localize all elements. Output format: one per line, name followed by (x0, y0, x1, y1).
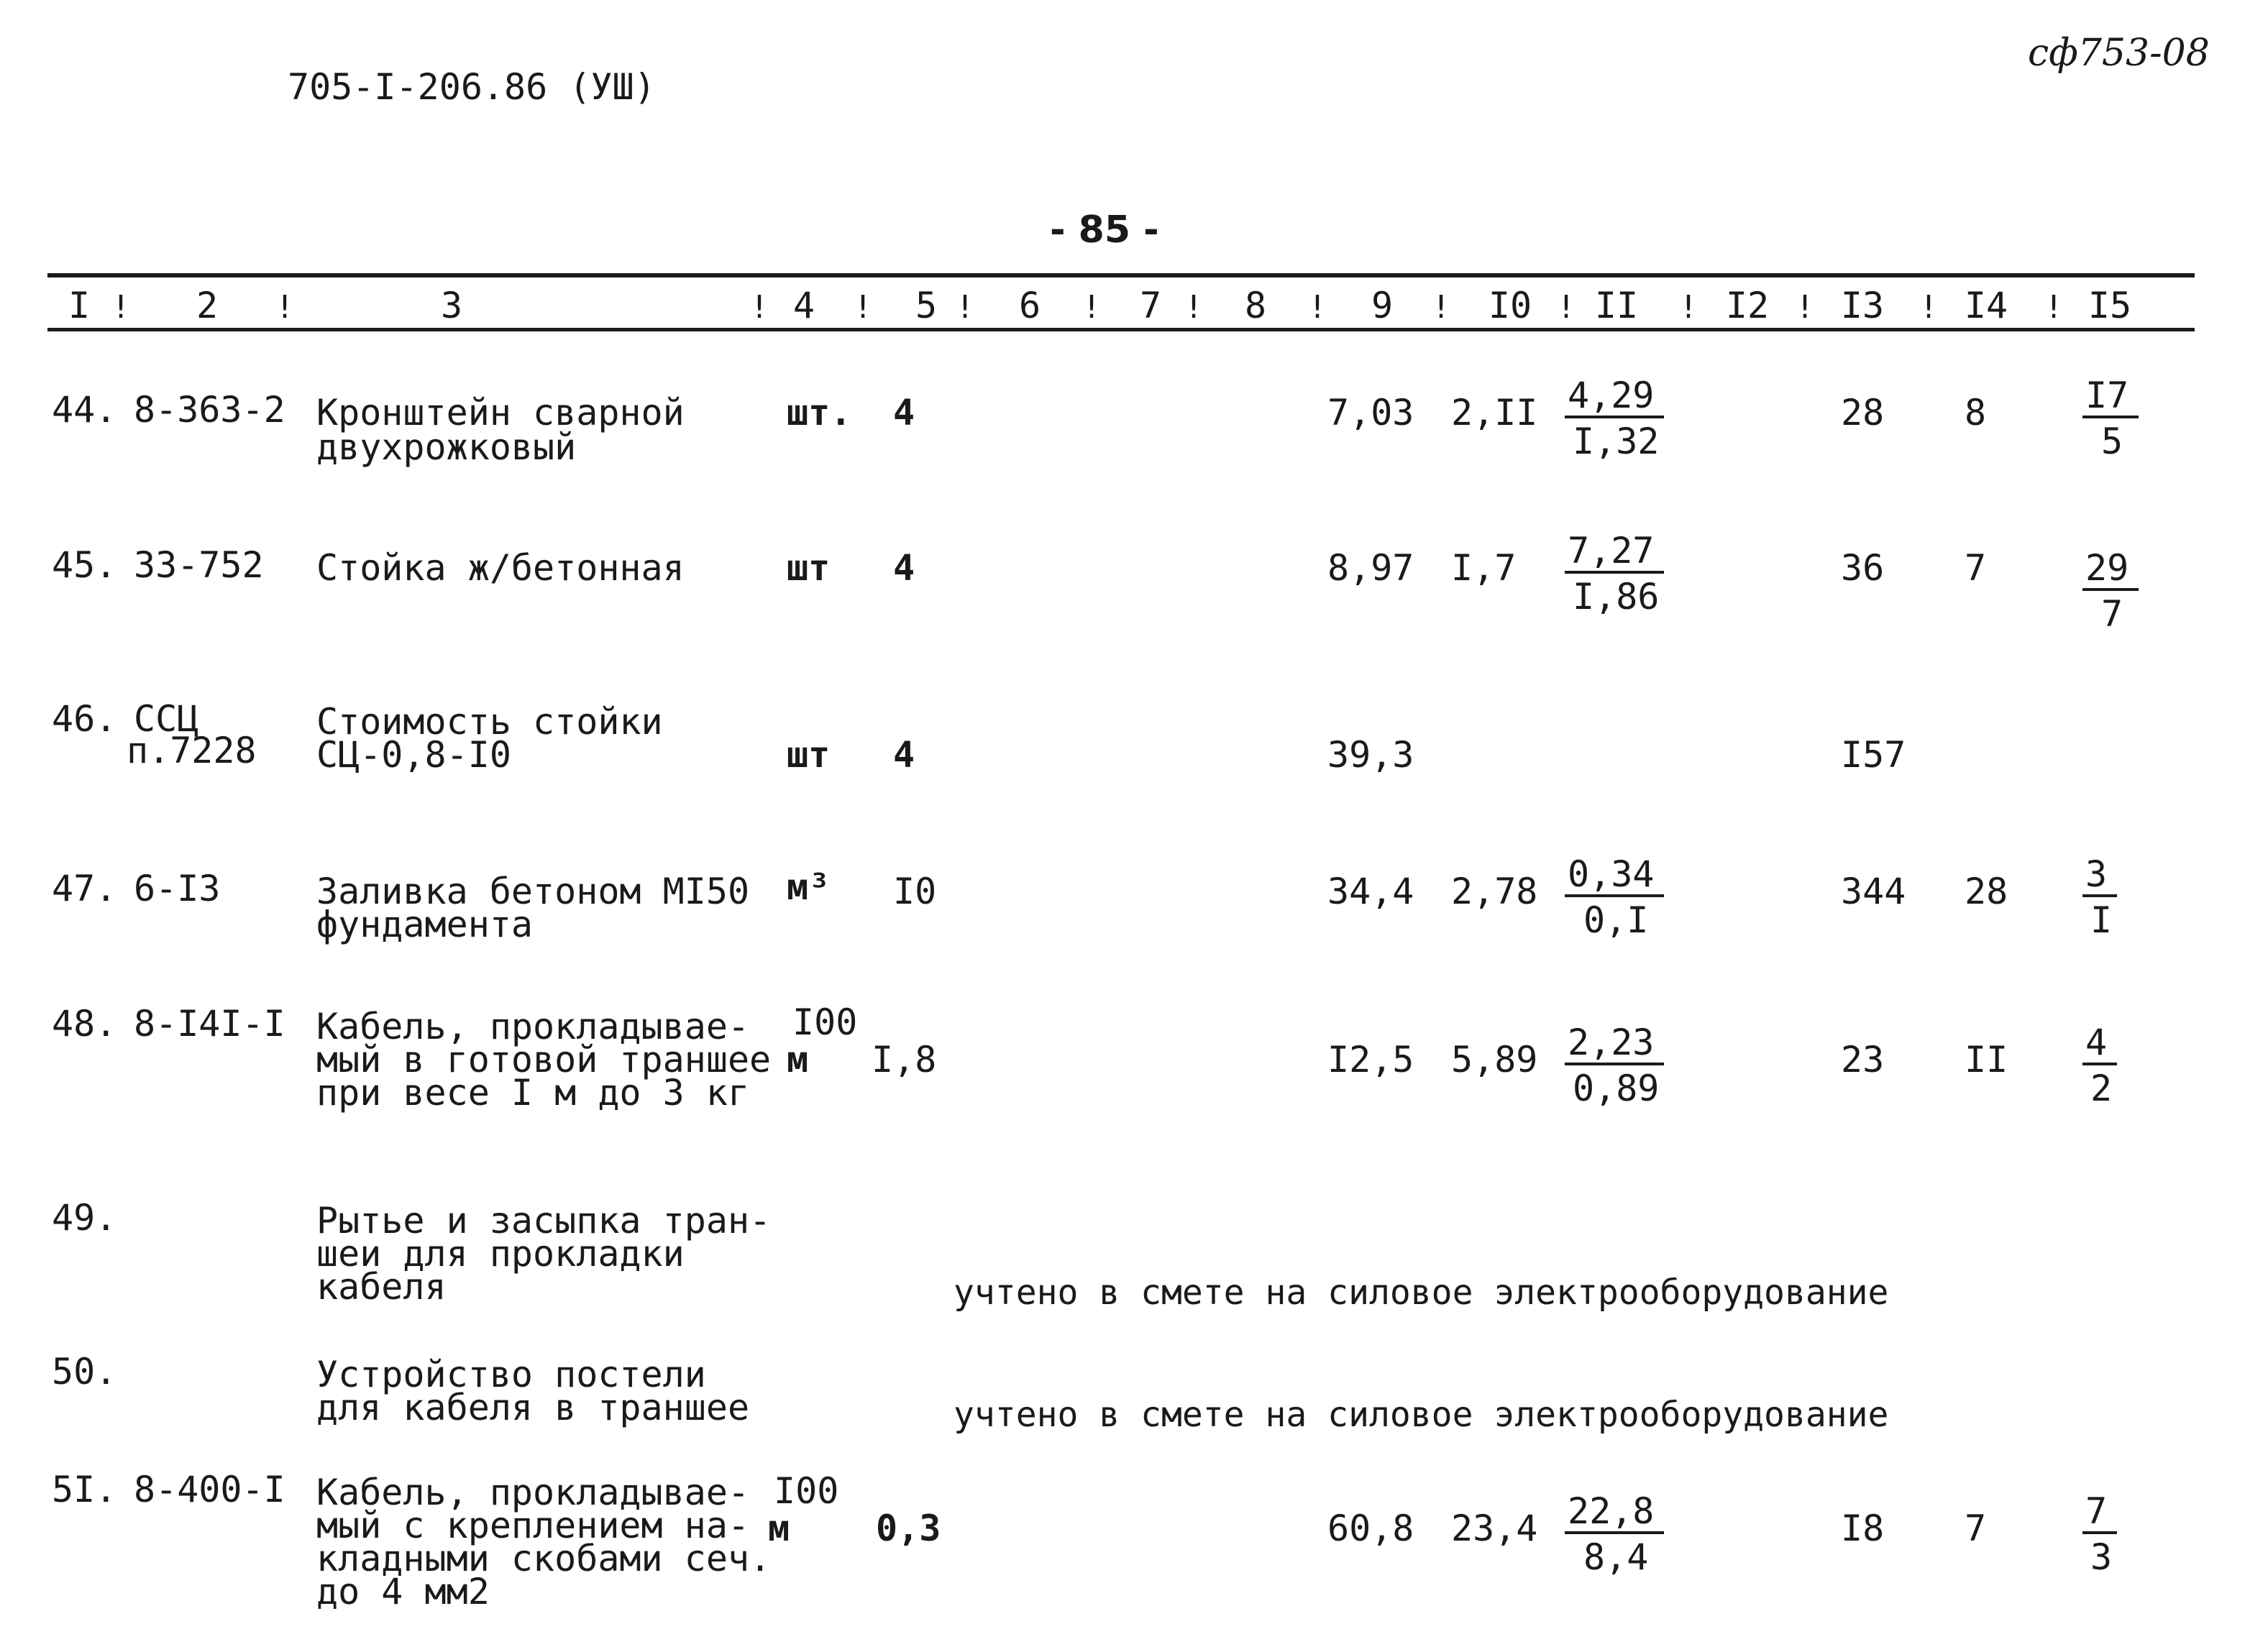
row-col9: I2,5 (1327, 1039, 1414, 1081)
row-unit: шт (787, 734, 831, 776)
column-separator: ! (1431, 289, 1451, 326)
column-separator: ! (749, 289, 769, 326)
row-col10: 5,89 (1451, 1039, 1538, 1081)
row-col14: 7 (1965, 1508, 1987, 1549)
fraction-denominator: 7 (2101, 593, 2123, 635)
row-col14: II (1965, 1039, 2008, 1081)
page-number: - 85 - (1050, 208, 1159, 252)
fraction-numerator: 7,27 (1565, 532, 1664, 574)
row-name-line: Кабель, прокладывае- (316, 1006, 750, 1047)
row-col13: 28 (1841, 392, 1885, 433)
row-number: 45. (52, 544, 117, 586)
column-separator: ! (1678, 289, 1698, 326)
fraction-denominator: I,86 (1573, 576, 1660, 618)
row-unit: м (768, 1508, 790, 1549)
row-col10: 2,78 (1451, 871, 1538, 912)
row-name-line: при весе I м до 3 кг (316, 1072, 750, 1114)
row-col11-fraction (1565, 1492, 1664, 1576)
column-header-12: I2 (1725, 285, 1770, 326)
fraction-numerator: 4 (2082, 1024, 2117, 1065)
row-name-line: фундамента (316, 904, 534, 945)
row-quantity: 4 (893, 547, 915, 589)
row-unit: I00 (792, 1001, 858, 1043)
column-separator: ! (111, 289, 131, 326)
row-name-line: Кабель, прокладывае- (316, 1472, 750, 1513)
row-name-line: мый в готовой траншее (316, 1039, 772, 1081)
row-unit: шт. (787, 392, 852, 433)
fraction-numerator: 4,29 (1565, 377, 1664, 418)
row-code: 33-752 (134, 544, 264, 586)
column-header-9: 9 (1371, 285, 1394, 326)
row-quantity: 4 (893, 392, 915, 433)
fraction-numerator: 3 (2082, 855, 2117, 897)
row-name-line: кабеля (316, 1266, 447, 1308)
column-header-5: 5 (915, 285, 938, 326)
column-header-7: 7 (1139, 285, 1162, 326)
row-note: учтено в смете на силовое электрооборудование (954, 1395, 1889, 1435)
column-header-13: I3 (1840, 285, 1885, 326)
fraction-denominator: 0,I (1583, 899, 1649, 941)
fraction-denominator: I (2090, 899, 2113, 941)
row-col14: 7 (1965, 547, 1987, 589)
row-col9: 39,3 (1327, 734, 1414, 776)
fraction-denominator: I,32 (1573, 421, 1660, 462)
column-header-8: 8 (1244, 285, 1267, 326)
row-name-line: Рытье и засыпка тран- (316, 1200, 772, 1242)
column-header-6: 6 (1018, 285, 1041, 326)
row-number: 5I. (52, 1469, 117, 1510)
fraction-denominator: 0,89 (1573, 1068, 1660, 1109)
column-separator: ! (1307, 289, 1327, 326)
row-unit: шт (787, 547, 831, 589)
row-number: 47. (52, 868, 117, 909)
column-separator: ! (1082, 289, 1102, 326)
row-number: 50. (52, 1351, 117, 1393)
row-col13: I8 (1841, 1508, 1885, 1549)
row-col10: I,7 (1451, 547, 1517, 589)
column-header-15: I5 (2088, 285, 2132, 326)
fraction-numerator: 7 (2082, 1492, 2117, 1534)
column-header-3: 3 (440, 285, 463, 326)
row-code: 8-I4I-I (134, 1003, 285, 1045)
row-name-line: мый с креплением на- (316, 1505, 750, 1546)
row-note: учтено в смете на силовое электрооборудование (954, 1272, 1889, 1313)
fraction-numerator: 0,34 (1565, 855, 1664, 897)
row-code: п.7228 (127, 730, 257, 771)
column-header-10: I0 (1488, 285, 1532, 326)
row-col14: 8 (1965, 392, 1987, 433)
row-col15-fraction (2082, 1492, 2117, 1576)
column-separator: ! (1795, 289, 1815, 326)
row-unit: I00 (774, 1470, 839, 1512)
fraction-numerator: 22,8 (1565, 1492, 1664, 1534)
column-header-4: 4 (792, 285, 815, 326)
fraction-denominator: 3 (2090, 1536, 2113, 1578)
row-col15-fraction (2082, 549, 2139, 633)
row-name-line: Кронштейн сварной (316, 392, 685, 433)
row-col11-fraction (1565, 855, 1664, 939)
row-unit: м³ (787, 866, 831, 908)
row-col15-fraction (2082, 377, 2139, 460)
row-name-line: Заливка бетоном МI50 (316, 871, 750, 912)
row-col11-fraction (1565, 530, 1664, 618)
row-number: 48. (52, 1003, 117, 1045)
row-code: 8-400-I (134, 1469, 285, 1510)
row-name-line: шеи для прокладки (316, 1233, 685, 1275)
column-separator: ! (853, 289, 873, 326)
fraction-denominator: 8,4 (1583, 1536, 1649, 1578)
fraction-numerator: I7 (2082, 377, 2139, 418)
column-separator: ! (955, 289, 975, 326)
row-col11-fraction (1565, 377, 1664, 460)
row-col10: 2,II (1451, 392, 1538, 433)
column-separator: ! (1556, 289, 1576, 326)
row-name-line: Стойка ж/бетонная (316, 547, 685, 589)
fraction-denominator: 2 (2090, 1068, 2113, 1109)
row-quantity: I0 (893, 871, 937, 912)
row-name-line: кладными скобами сеч. (316, 1538, 772, 1579)
row-code: ССЦ (134, 698, 199, 740)
row-name-line: СЦ-0,8-I0 (316, 734, 511, 776)
column-separator: ! (275, 289, 295, 326)
row-name-line: двухрожковый (316, 426, 577, 468)
row-col9: 60,8 (1327, 1508, 1414, 1549)
fraction-denominator: 5 (2101, 421, 2123, 462)
row-name-line: для кабеля в траншее (316, 1387, 750, 1428)
row-col15-fraction (2082, 1024, 2117, 1107)
row-quantity: 0,3 (876, 1508, 941, 1549)
row-col9: 34,4 (1327, 871, 1414, 912)
fraction-numerator: 2,23 (1565, 1024, 1664, 1065)
row-quantity: 4 (893, 734, 915, 776)
column-header-2: 2 (196, 285, 219, 326)
row-col13: 36 (1841, 547, 1885, 589)
column-header-1: I (68, 285, 91, 326)
row-code: 8-363-2 (134, 389, 285, 431)
row-col13: 23 (1841, 1039, 1885, 1081)
row-col9: 8,97 (1327, 547, 1414, 589)
table-header-rule (47, 328, 2195, 331)
row-number: 44. (52, 389, 117, 431)
table-top-rule (47, 273, 2195, 277)
fraction-numerator: 29 (2082, 549, 2139, 591)
row-name-line: до 4 мм2 (316, 1571, 490, 1612)
row-code: 6-I3 (134, 868, 221, 909)
column-separator: ! (1919, 289, 1939, 326)
row-col10: 23,4 (1451, 1508, 1538, 1549)
row-number: 49. (52, 1197, 117, 1239)
row-col9: 7,03 (1327, 392, 1414, 433)
row-number: 46. (52, 698, 117, 740)
row-col13: I57 (1841, 734, 1906, 776)
row-col13: 344 (1841, 871, 1906, 912)
row-name-line: Стоимость стойки (316, 701, 663, 743)
row-quantity: I,8 (872, 1039, 937, 1081)
row-unit: м (787, 1039, 809, 1081)
row-col11-fraction (1565, 1024, 1664, 1107)
column-separator: ! (2044, 289, 2064, 326)
handwritten-reference: сф753-08 (2028, 32, 2210, 75)
column-separator: ! (1184, 289, 1204, 326)
row-name-line: Устройство постели (316, 1354, 706, 1395)
row-col14: 28 (1965, 871, 2008, 912)
row-col15-fraction (2082, 855, 2117, 939)
column-header-11: II (1594, 285, 1639, 326)
column-header-14: I4 (1964, 285, 2008, 326)
document-code: 705-I-206.86 (УШ) (288, 66, 656, 108)
